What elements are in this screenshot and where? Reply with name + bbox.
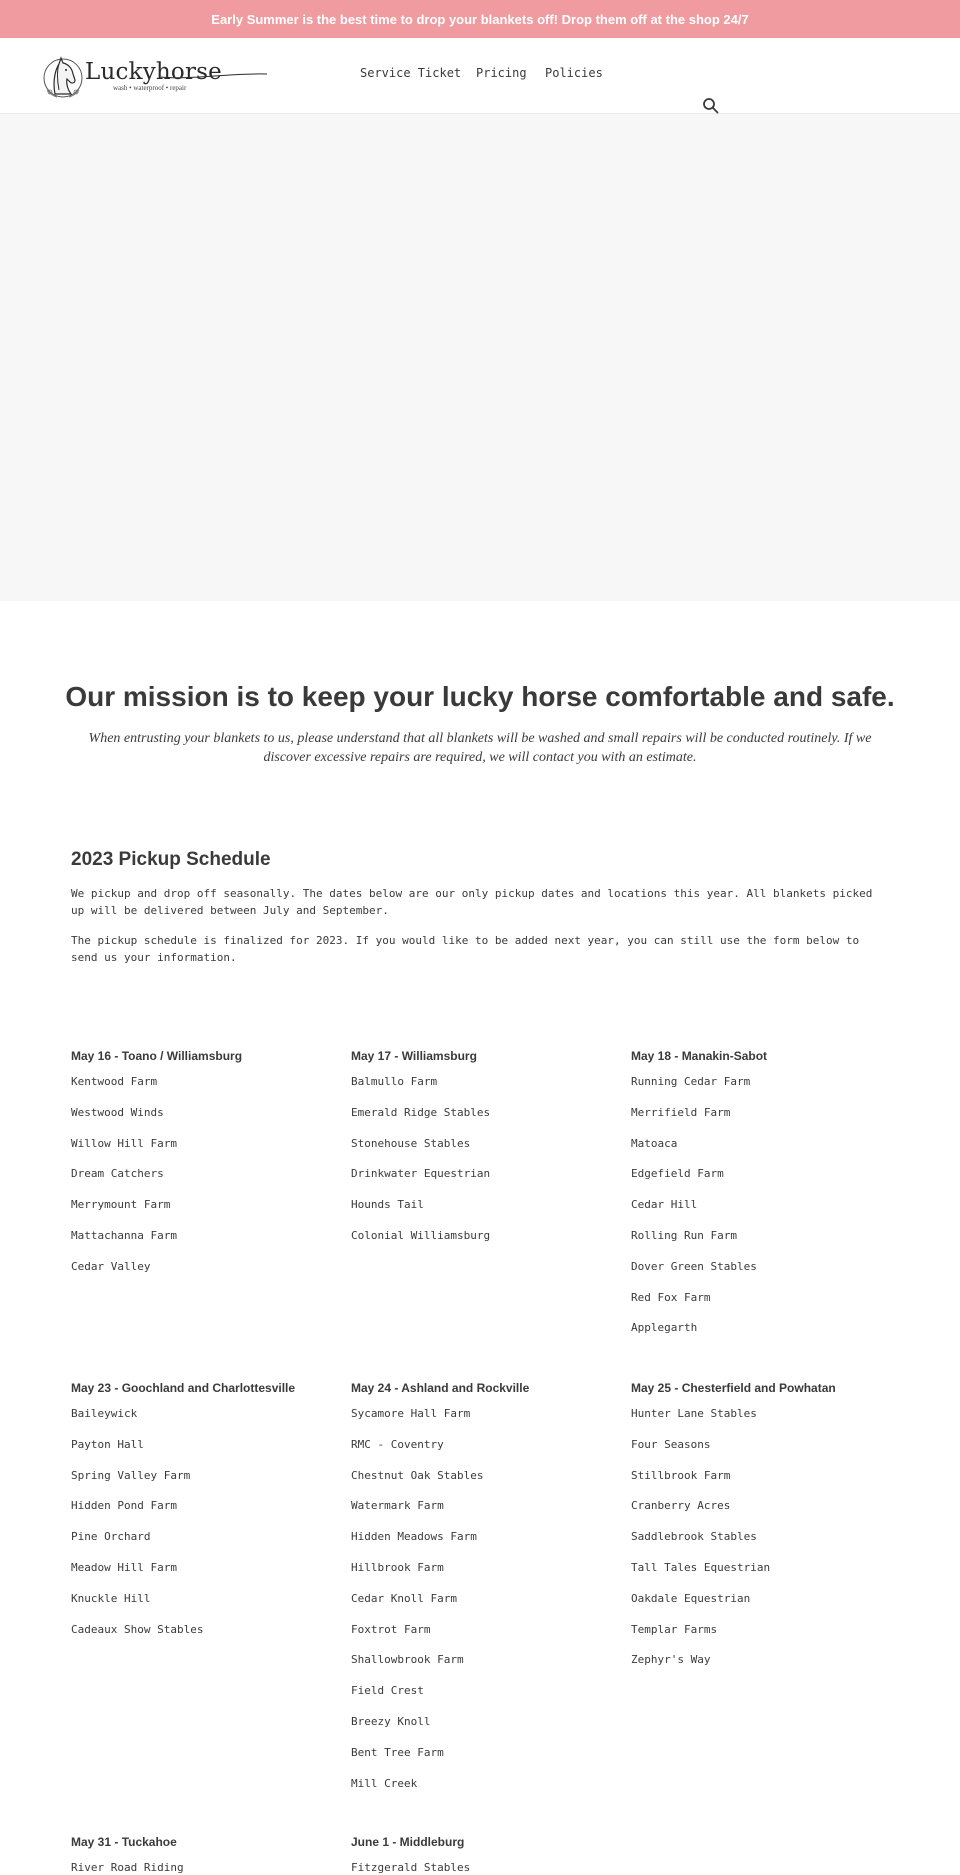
pickup-group [631, 1379, 901, 1684]
pickup-group-title: May 18 - Manakin-Sabot [631, 1049, 768, 1063]
location-item: Willow Hill Farm [71, 1136, 177, 1150]
location-item: Kentwood Farm [71, 1075, 158, 1088]
location-item: Foxtrot Farm [351, 1622, 431, 1636]
location-item: Sycamore Hall Farm [351, 1407, 471, 1420]
location-list [631, 1407, 901, 1684]
location-item: Hounds Tail [351, 1198, 424, 1212]
location-item: Stillbrook Farm [631, 1468, 731, 1482]
location-item: Breezy Knoll [351, 1714, 431, 1728]
location-item: Emerald Ridge Stables [351, 1105, 491, 1119]
pickup-group-title: May 24 - Ashland and Rockville [351, 1381, 530, 1395]
location-item: Merrifield Farm [631, 1105, 731, 1119]
location-item: Templar Farms [631, 1622, 718, 1636]
location-item: Cedar Knoll Farm [351, 1591, 457, 1605]
horse-head-logo-icon [41, 50, 85, 102]
location-item: Baileywick [71, 1407, 138, 1420]
location-list [631, 1075, 901, 1352]
search-icon[interactable] [702, 97, 719, 114]
location-item: Hidden Meadows Farm [351, 1530, 477, 1544]
location-item: Cadeaux Show Stables [71, 1622, 204, 1636]
location-item: Colonial Williamsburg [351, 1228, 491, 1242]
location-item: Applegarth [631, 1321, 698, 1335]
location-item: Balmullo Farm [351, 1075, 438, 1088]
location-list [351, 1075, 621, 1260]
mission-subtitle: When entrusting your blankets to us, please understand that all blankets will be washed and small repairs will be conducted routinely. If we discover excessive repairs are required, we will contact you with an estimate. [88, 731, 872, 765]
nav-service-ticket[interactable]: Service Ticket [360, 66, 462, 80]
location-item: Knuckle Hill [71, 1591, 151, 1605]
location-item: Cedar Valley [71, 1259, 151, 1273]
mission-title: Our mission is to keep your lucky horse comfortable and safe. [65, 681, 895, 712]
logo-link[interactable] [41, 48, 231, 103]
nav-pricing[interactable]: Pricing [476, 66, 527, 80]
location-item: Mattachanna Farm [71, 1228, 177, 1242]
pickup-group-title: May 25 - Chesterfield and Powhatan [631, 1381, 836, 1395]
nav-policies[interactable]: Policies [545, 66, 603, 80]
location-item: Bent Tree Farm [351, 1745, 444, 1759]
pickup-group [71, 1833, 341, 1875]
location-list [71, 1861, 341, 1875]
location-item: Chestnut Oak Stables [351, 1468, 484, 1482]
location-list [71, 1075, 341, 1291]
location-item: Tall Tales Equestrian [631, 1560, 771, 1574]
location-item: Running Cedar Farm [631, 1075, 751, 1088]
pickup-group [71, 1379, 341, 1653]
location-item: Fitzgerald Stables [351, 1861, 471, 1874]
pickup-group [351, 1047, 621, 1260]
pickup-group-title: May 16 - Toano / Williamsburg [71, 1049, 243, 1063]
logo-swash-icon [159, 71, 269, 81]
pickup-group-title: May 23 - Goochland and Charlottesville [71, 1381, 296, 1395]
location-item: Rolling Run Farm [631, 1228, 737, 1242]
announcement-text: Early Summer is the best time to drop your blankets off! Drop them off at the shop 24/7 [211, 11, 749, 27]
pickup-group-title: May 17 - Williamsburg [351, 1049, 477, 1063]
hero-image-placeholder [0, 114, 960, 601]
logo-tagline: wash • waterproof • repair [113, 84, 187, 92]
location-item: Dover Green Stables [631, 1259, 757, 1273]
pickup-group [351, 1379, 621, 1807]
location-item: Hunter Lane Stables [631, 1407, 757, 1420]
location-item: Field Crest [351, 1684, 424, 1698]
location-item: Cranberry Acres [631, 1499, 731, 1513]
location-item: RMC - Coventry [351, 1437, 444, 1451]
location-item: Oakdale Equestrian [631, 1591, 751, 1605]
schedule-title: 2023 Pickup Schedule [71, 849, 271, 870]
location-item: Dream Catchers [71, 1167, 164, 1181]
location-item: Matoaca [631, 1136, 678, 1150]
location-list [351, 1861, 621, 1875]
location-list [71, 1407, 341, 1653]
announcement-bar [0, 0, 960, 38]
location-item: Zephyr's Way [631, 1653, 711, 1667]
pickup-group [631, 1047, 901, 1352]
location-item: Pine Orchard [71, 1530, 151, 1544]
location-item: Mill Creek [351, 1776, 418, 1790]
location-item: Hillbrook Farm [351, 1560, 444, 1574]
location-item: Hidden Pond Farm [71, 1499, 177, 1513]
logo-wordmark: Luckyhorse [85, 59, 222, 85]
pickup-group [351, 1833, 621, 1875]
location-item: Edgefield Farm [631, 1167, 724, 1181]
location-item: River Road Riding [71, 1861, 184, 1874]
location-item: Drinkwater Equestrian [351, 1167, 491, 1181]
location-item: Merrymount Farm [71, 1198, 171, 1212]
location-item: Stonehouse Stables [351, 1136, 471, 1150]
location-item: Saddlebrook Stables [631, 1530, 757, 1544]
location-item: Red Fox Farm [631, 1290, 711, 1304]
location-item: Watermark Farm [351, 1499, 444, 1513]
schedule-paragraph: We pickup and drop off seasonally. The dates below are our only pickup dates and locations this year. All blankets picked up will be delivered between July and September. [71, 887, 873, 917]
location-item: Spring Valley Farm [71, 1468, 191, 1482]
pickup-group [71, 1047, 341, 1291]
pickup-group-title: June 1 - Middleburg [351, 1835, 465, 1849]
location-item: Westwood Winds [71, 1105, 164, 1119]
location-item: Four Seasons [631, 1437, 711, 1451]
pickup-group-title: May 31 - Tuckahoe [71, 1835, 177, 1849]
schedule-paragraph: The pickup schedule is finalized for 2023. If you would like to be added next year, you can still use the form below to send us your information. [71, 934, 860, 964]
location-item: Payton Hall [71, 1437, 144, 1451]
location-item: Cedar Hill [631, 1198, 698, 1212]
location-item: Shallowbrook Farm [351, 1653, 464, 1667]
location-item: Meadow Hill Farm [71, 1560, 177, 1574]
location-list [351, 1407, 621, 1807]
